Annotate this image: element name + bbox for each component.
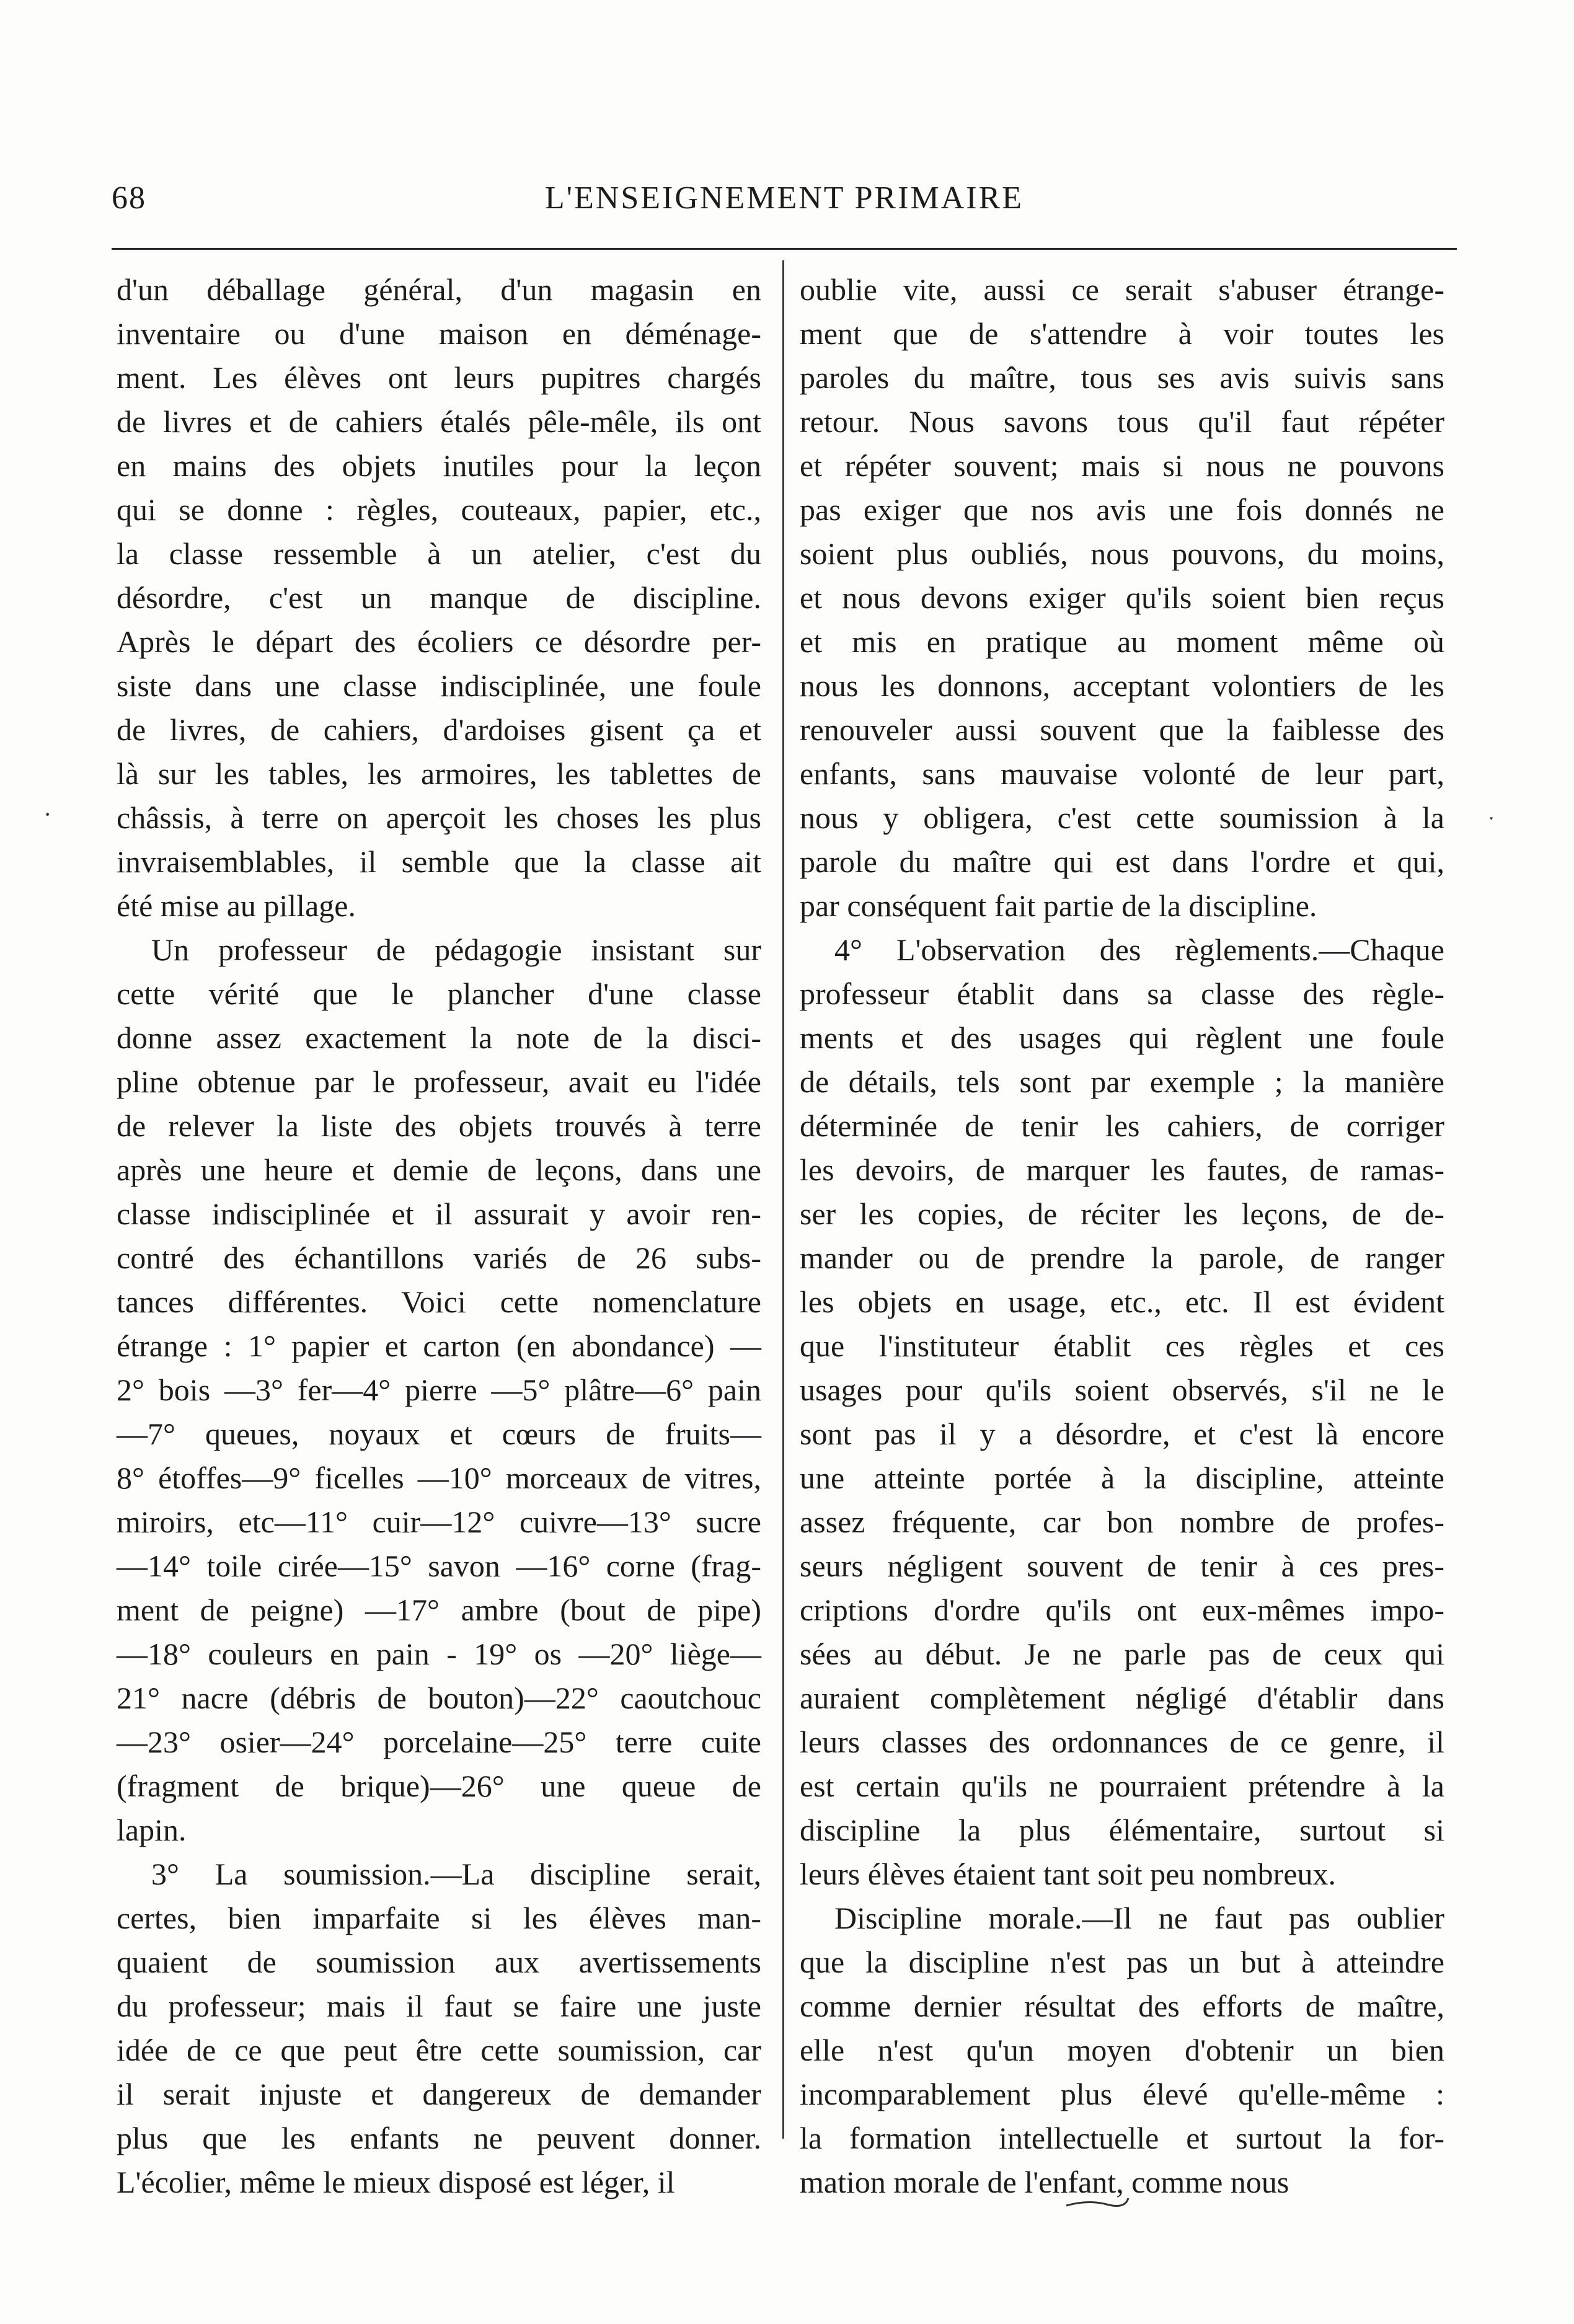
text-line: nous les donnons, acceptant volontiers de les bbox=[800, 668, 1444, 703]
text-line: et mis en pratique au moment même où bbox=[800, 624, 1444, 659]
text-line: criptions d'ordre qu'ils ont eux-mêmes impo- bbox=[800, 1593, 1444, 1627]
text-line: qui se donne : règles, couteaux, papier, etc., bbox=[117, 492, 761, 527]
text-line: oublie vite, aussi ce serait s'abuser étrange- bbox=[800, 272, 1444, 307]
text-line: Un professeur de pédagogie insistant sur bbox=[151, 932, 761, 967]
text-line: sées au début. Je ne parle pas de ceux qui bbox=[800, 1637, 1444, 1671]
text-line: —14° toile cirée—15° savon —16° corne (frag- bbox=[117, 1549, 761, 1583]
text-line: professeur établit dans sa classe des règle- bbox=[800, 976, 1444, 1011]
text-line: —18° couleurs en pain - 19° os —20° liège— bbox=[117, 1637, 761, 1671]
left-column bbox=[117, 268, 761, 2204]
text-line: miroirs, etc—11° cuir—12° cuivre—13° sucre bbox=[117, 1504, 761, 1539]
text-line: de relever la liste des objets trouvés à terre bbox=[117, 1108, 761, 1143]
text-line: par conséquent fait partie de la discipline. bbox=[800, 888, 1317, 923]
text-line: châssis, à terre on aperçoit les choses les plus bbox=[117, 800, 761, 835]
text-line: —23° osier—24° porcelaine—25° terre cuite bbox=[117, 1725, 761, 1759]
text-line: il serait injuste et dangereux de demander bbox=[117, 2077, 761, 2111]
text-line: lapin. bbox=[117, 1813, 187, 1847]
text-line: désordre, c'est un manque de discipline. bbox=[117, 580, 761, 615]
text-line: 2° bois —3° fer—4° pierre —5° plâtre—6° pain bbox=[117, 1372, 761, 1407]
text-line: pline obtenue par le professeur, avait eu l'idée bbox=[117, 1064, 761, 1099]
text-line: L'écolier, même le mieux disposé est léger, il bbox=[117, 2165, 675, 2199]
column-divider bbox=[782, 260, 784, 2139]
text-line: de détails, tels sont par exemple ; la manière bbox=[800, 1064, 1444, 1099]
text-line: pas exiger que nos avis une fois donnés ne bbox=[800, 492, 1444, 527]
text-line: et nous devons exiger qu'ils soient bien reçus bbox=[800, 580, 1444, 615]
text-line: la classe ressemble à un atelier, c'est du bbox=[117, 536, 761, 571]
text-line: (fragment de brique)—26° une queue de bbox=[117, 1769, 761, 1803]
text-line: idée de ce que peut être cette soumission, car bbox=[117, 2033, 761, 2067]
text-line: elle n'est qu'un moyen d'obtenir un bien bbox=[800, 2033, 1444, 2067]
text-line: ser les copies, de réciter les leçons, de de- bbox=[800, 1196, 1444, 1231]
text-line: du professeur; mais il faut se faire une juste bbox=[117, 1989, 761, 2023]
text-line: invraisemblables, il semble que la classe ait bbox=[117, 844, 761, 879]
text-line: étrange : 1° papier et carton (en abondance) — bbox=[117, 1328, 761, 1363]
text-line: de livres, de cahiers, d'ardoises gisent ça et bbox=[117, 712, 761, 747]
text-line: cette vérité que le plancher d'une classe bbox=[117, 976, 761, 1011]
text-line: parole du maître qui est dans l'ordre et qui, bbox=[800, 844, 1444, 879]
text-line: ments et des usages qui règlent une foule bbox=[800, 1020, 1444, 1055]
text-line: enfants, sans mauvaise volonté de leur part, bbox=[800, 756, 1444, 791]
text-line: mation morale de l'enfant, comme nous bbox=[800, 2165, 1289, 2199]
text-line: seurs négligent souvent de tenir à ces pres- bbox=[800, 1549, 1444, 1583]
footer-ornament bbox=[1063, 2193, 1131, 2212]
text-line: la formation intellectuelle et surtout la for- bbox=[800, 2121, 1444, 2155]
text-line: contré des échantillons variés de 26 subs- bbox=[117, 1240, 761, 1275]
margin-mark: · bbox=[43, 800, 52, 828]
running-title: L'ENSEIGNEMENT PRIMAIRE bbox=[544, 180, 1024, 216]
text-line: donne assez exactement la note de la disci- bbox=[117, 1020, 761, 1055]
text-line: d'un déballage général, d'un magasin en bbox=[117, 272, 761, 307]
text-line: auraient complètement négligé d'établir dans bbox=[800, 1681, 1444, 1715]
text-line: soient plus oubliés, nous pouvons, du moins, bbox=[800, 536, 1444, 571]
text-line: leurs classes des ordonnances de ce genre, il bbox=[800, 1725, 1444, 1759]
header-rule bbox=[112, 248, 1457, 250]
text-line: les objets en usage, etc., etc. Il est évident bbox=[800, 1284, 1444, 1319]
text-line: inventaire ou d'une maison en déménage- bbox=[117, 316, 761, 351]
page-header bbox=[112, 180, 1457, 229]
text-line: tances différentes. Voici cette nomenclature bbox=[117, 1284, 761, 1319]
text-line: incomparablement plus élevé qu'elle-même : bbox=[800, 2077, 1444, 2111]
text-line: ment de peigne) —17° ambre (bout de pipe) bbox=[117, 1593, 761, 1627]
text-line: après une heure et demie de leçons, dans une bbox=[117, 1152, 761, 1187]
text-line: 3° La soumission.—La discipline serait, bbox=[151, 1857, 761, 1891]
margin-mark: ˑ bbox=[1488, 806, 1495, 834]
text-line: les devoirs, de marquer les fautes, de ramas- bbox=[800, 1152, 1444, 1187]
text-line: en mains des objets inutiles pour la leçon bbox=[117, 448, 761, 483]
text-line: ment. Les élèves ont leurs pupitres chargés bbox=[117, 360, 761, 395]
text-line: certes, bien imparfaite si les élèves man- bbox=[117, 1901, 761, 1935]
page-number: 68 bbox=[112, 180, 146, 216]
text-line: Après le départ des écoliers ce désordre per- bbox=[117, 624, 761, 659]
text-line: mander ou de prendre la parole, de ranger bbox=[800, 1240, 1444, 1275]
text-line: siste dans une classe indisciplinée, une foule bbox=[117, 668, 761, 703]
text-line: été mise au pillage. bbox=[117, 888, 356, 923]
text-line: que la discipline n'est pas un but à atteindre bbox=[800, 1945, 1444, 1979]
text-line: nous y obligera, c'est cette soumission à la bbox=[800, 800, 1444, 835]
text-line: assez fréquente, car bon nombre de profes- bbox=[800, 1504, 1444, 1539]
text-line: Discipline morale.—Il ne faut pas oublier bbox=[834, 1901, 1444, 1935]
text-line: retour. Nous savons tous qu'il faut répéter bbox=[800, 404, 1444, 439]
right-column bbox=[800, 268, 1444, 2204]
text-line: paroles du maître, tous ses avis suivis sans bbox=[800, 360, 1444, 395]
text-line: de livres et de cahiers étalés pêle-mêle, ils ont bbox=[117, 404, 761, 439]
text-line: une atteinte portée à la discipline, atteinte bbox=[800, 1460, 1444, 1495]
text-line: —7° queues, noyaux et cœurs de fruits— bbox=[117, 1416, 761, 1451]
text-line: que l'instituteur établit ces règles et ces bbox=[800, 1328, 1444, 1363]
text-line: discipline la plus élémentaire, surtout si bbox=[800, 1813, 1444, 1847]
text-line: là sur les tables, les armoires, les tablettes de bbox=[117, 756, 761, 791]
text-line: plus que les enfants ne peuvent donner. bbox=[117, 2121, 761, 2155]
text-line: leurs élèves étaient tant soit peu nombreux. bbox=[800, 1857, 1337, 1891]
text-line: classe indisciplinée et il assurait y avoir ren- bbox=[117, 1196, 761, 1231]
text-line: comme dernier résultat des efforts de maître, bbox=[800, 1989, 1444, 2023]
text-line: quaient de soumission aux avertissements bbox=[117, 1945, 761, 1979]
text-line: est certain qu'ils ne pourraient prétendre à la bbox=[800, 1769, 1444, 1803]
text-line: déterminée de tenir les cahiers, de corriger bbox=[800, 1108, 1444, 1143]
text-line: 4° L'observation des règlements.—Chaque bbox=[834, 932, 1444, 967]
text-line: 8° étoffes—9° ficelles —10° morceaux de vitres, bbox=[117, 1460, 761, 1495]
text-line: usages pour qu'ils soient observés, s'il ne le bbox=[800, 1372, 1444, 1407]
text-line: renouveler aussi souvent que la faiblesse des bbox=[800, 712, 1444, 747]
text-line: et répéter souvent; mais si nous ne pouvons bbox=[800, 448, 1444, 483]
text-line: 21° nacre (débris de bouton)—22° caoutchouc bbox=[117, 1681, 761, 1715]
text-line: ment que de s'attendre à voir toutes les bbox=[800, 316, 1444, 351]
text-line: sont pas il y a désordre, et c'est là encore bbox=[800, 1416, 1444, 1451]
